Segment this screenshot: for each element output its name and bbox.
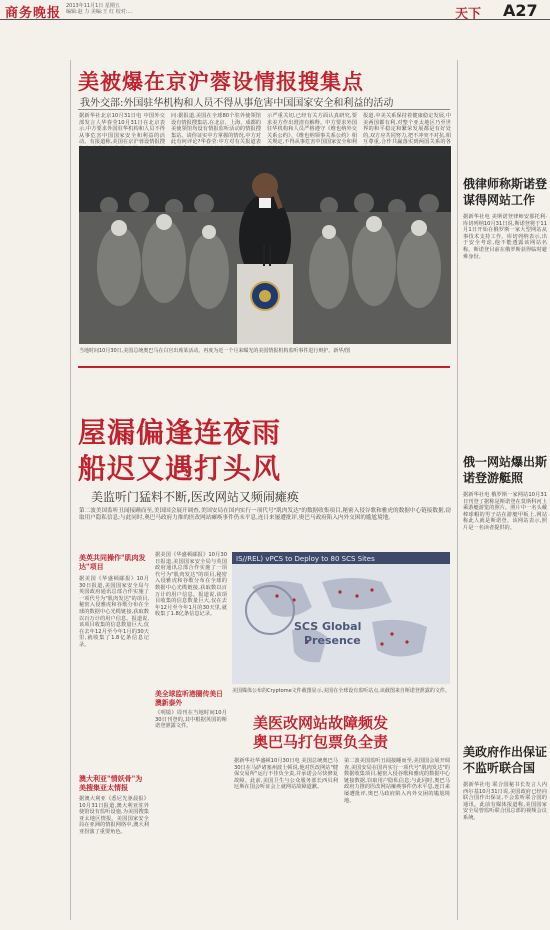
lead-body-col-4: 报道,中美关系保持着健康稳定发展,中美两国都有利,对整个亚太地区乃至世界的和平稳定和繁荣发展都是有好处的,双方应共同努力,把不冲突不对抗,相互尊重,合作共赢落实到两国关系的各 — [363, 113, 451, 146]
obamacare-headline — [253, 714, 388, 752]
australia-subhead: 澳大利亚"情妖骨"为美搜集亚太情报 — [79, 774, 143, 792]
snowden-yacht-headline: 俄一网站爆出斯诺登游艇照 — [463, 455, 548, 485]
mid-column-body: 据美国《华盛顿邮报》10月30日报道,美国国家安全局与英国政府通讯总部合作实施了一项代号为"肌肉发达"的项目,秘密入侵雅虎和谷歌分布在全球的数据中心光缆链接,获取数以百万计的用户信息。报道说,该项目收集的信息数量巨大,仅在去年12月至今年1月的30天里,就收集了1.8亿条信息记录。 — [155, 552, 227, 618]
obamacare-headline-line-2: 奥巴马打包票负全责 — [253, 733, 389, 751]
lead-body-col-1: 据新华社北京10月31日电 中国外交部发言人华春莹10月31日在北京表示,中方要求外国驻华机构和人员不得从事危害中国国家安全和利益的活动。有报道称,美国在京沪蓉设情报搜 — [79, 113, 165, 146]
scs-map-illustration — [232, 552, 450, 684]
scs-photo-caption: 美国媒体公布的Cryptome文件截图显示,美国在全球设有监听站点,该截图来自斯诺登泄露的文件。 — [232, 688, 450, 694]
scs-screen-title: IS//REL) vPCS to Deploy to 80 SCS Sites — [236, 555, 375, 563]
feature-headline-line-2: 船迟又遇打头风 — [78, 452, 282, 485]
australia-body: 据澳大利亚《悉尼先驱晨报》10月31日报道,澳大利亚驻外使馆设有监听设施,为美国搜集亚太地区情报。美国国家安全局在亚洲的情报网络中,澳大利亚扮演了重要角色。 — [79, 796, 149, 835]
nsa-sidebar-body: 据美国《华盛顿邮报》10月30日报道,美国国家安全局与英国政府通讯总部合作实施了一项代号为"肌肉发达"的项目,秘密入侵雅虎和谷歌分布在全球的数据中心光缆链接,获取数以百万计的用户信息。报道说,该项目收集的信息数量巨大,仅在去年12月至今年1月的30天里,就收集了1.8亿条信息记录。 — [79, 576, 149, 648]
scs-global-presence-screenshot — [232, 552, 450, 684]
photo-illustration — [79, 146, 451, 344]
global-surveillance-body: 《明镜》周刊在当地时间10月30日刊登的,其中根据英国的斯诺登泄露文件。 — [155, 710, 227, 730]
un-surveillance-body: 据新华社电 联合国秘书长发言人内西尔基10月31日说,美国政府已经向联合国作出保证,不会监听联合国的通讯。此前有媒体报道称,美国国家安全局曾监听联合国总部的视频会议系统。 — [463, 782, 547, 821]
snowden-job-headline: 俄律师称斯诺登谋得网站工作 — [463, 177, 548, 207]
section-name: 天下 — [455, 7, 482, 22]
dateline-editors: 编辑:赵 力 美编:王 红 校对:… — [66, 9, 133, 15]
lead-deck: 我外交部:外国驻华机构和人员不得从事危害中国国家安全和利益的活动 — [80, 98, 394, 109]
un-surveillance-headline: 美政府作出保证不监听联合国 — [463, 745, 548, 775]
lead-headline: 美被爆在京沪蓉设情报搜集点 — [78, 69, 364, 94]
lead-photo-caption: 当地时间10月30日,美国总统奥巴马在白宫出席某活动。再度为近一个月来曝光的美国情报机构监听事件进行辩护。新华/图 — [79, 348, 351, 354]
page-number: A27 — [503, 1, 538, 20]
lead-body-col-3: 示严重关切,已经有关方面认真研究,要求美方作出澄清有解释。中方要求外国驻华机构和人员严格遵守《维也纳外交关系公约》、《维也纳领事关系公约》相关规定,不得从事危害中国国家安全和利 — [267, 113, 357, 146]
feature-headline-line-1: 屋漏偏逢连夜雨 — [78, 416, 282, 449]
dateline-date: 2013年11月1日 星期五 — [66, 3, 120, 9]
obamacare-headline-line-1: 美医改网站故障频发 — [253, 714, 389, 732]
scs-overlay-line-2: Presence — [304, 634, 361, 647]
nsa-sidebar-heading: 美英共同操作"肌肉发达"项目 — [79, 553, 146, 571]
obamacare-body-col-1: 据新华社华盛顿10月30日电 美国总统奥巴马30日在马萨诸塞州波士顿说,他对医改网站"健保交易所"运行不佳负全责,并承诺会尽快修复故障。此前,美国卫生与公众服务部长西贝利厄斯在国会听证会上就网站故障道歉。 — [234, 758, 339, 791]
global-surveillance-heading: 美全球监听港圈传美日澳新泰外 — [155, 690, 223, 707]
obamacare-body-col-2: 第二波美国监听丑闻接踵而至,美国国会展开调查,美国安局在国内实行一项代号"肌肉发达"的数据收集项目,秘密入侵谷歌和雅虎的数据中心链接数据,窃取用户隐私信息;与此同时,奥巴马政府力推的医改网站瘫痪事件仍未平息,连日来屡遭批评,奥巴马政府陷入内外交困的尴尬境地。 — [344, 758, 450, 804]
obama-podium-photo — [79, 146, 451, 344]
dateline — [66, 3, 132, 15]
snowden-job-body: 据新华社电 美斯诺登律师安那托利·库切列纳10月31日说,斯诺登将于11月1日开始在俄罗斯一家大型网站从事技术支持工作。库切列纳表示,出于安全考虑,他不能透露该网站名称。斯诺登目前在俄罗斯获得临时避难身份。 — [463, 214, 547, 260]
snowden-yacht-body: 据新华社电 俄罗斯一家网站10月31日刊登了据称是斯诺登在莫斯科河上乘游艇游览的照片。照片中一名头戴棒球帽的男子站在游艇甲板上,网站称此人就是斯诺登。该网站表示,照片是一名读者提供的。 — [463, 492, 547, 531]
newspaper-logo: 商务晚报 — [5, 6, 62, 21]
left-column-rule — [70, 60, 71, 920]
right-column-rule — [457, 60, 458, 920]
feature-deck: 美监听门猛料不断,医改网站又频闹瘫痪 — [91, 490, 299, 504]
scs-overlay-line-1: SCS Global — [294, 620, 362, 633]
lead-rule — [78, 109, 450, 110]
feature-headline — [78, 415, 281, 487]
section-divider — [78, 366, 450, 368]
lead-body-col-2: 问:据报道,美国在全球80个驻外使领馆设有情报搜集站,在北京、上海、成都的美使领馆均设有情报监听活动的情报搜集站。请你证实中方掌握的情况,中方对此有何评论?华春莹:中方对有关报道表 — [171, 113, 261, 146]
feature-intro: 第二波美国监听丑闻接踵而至,美国国会展开调查,美国安局在国内实行一项代号"肌肉发达"的数据收集项目,秘密入侵谷歌和雅虎的数据中心链接数据,窃取用户隐私信息;与此同时,奥巴马政府力推的医改网站瘫痪事件仍未平息,连日来屡遭批评,奥巴马政府陷入内外交困的尴尬境地。 — [79, 508, 451, 522]
